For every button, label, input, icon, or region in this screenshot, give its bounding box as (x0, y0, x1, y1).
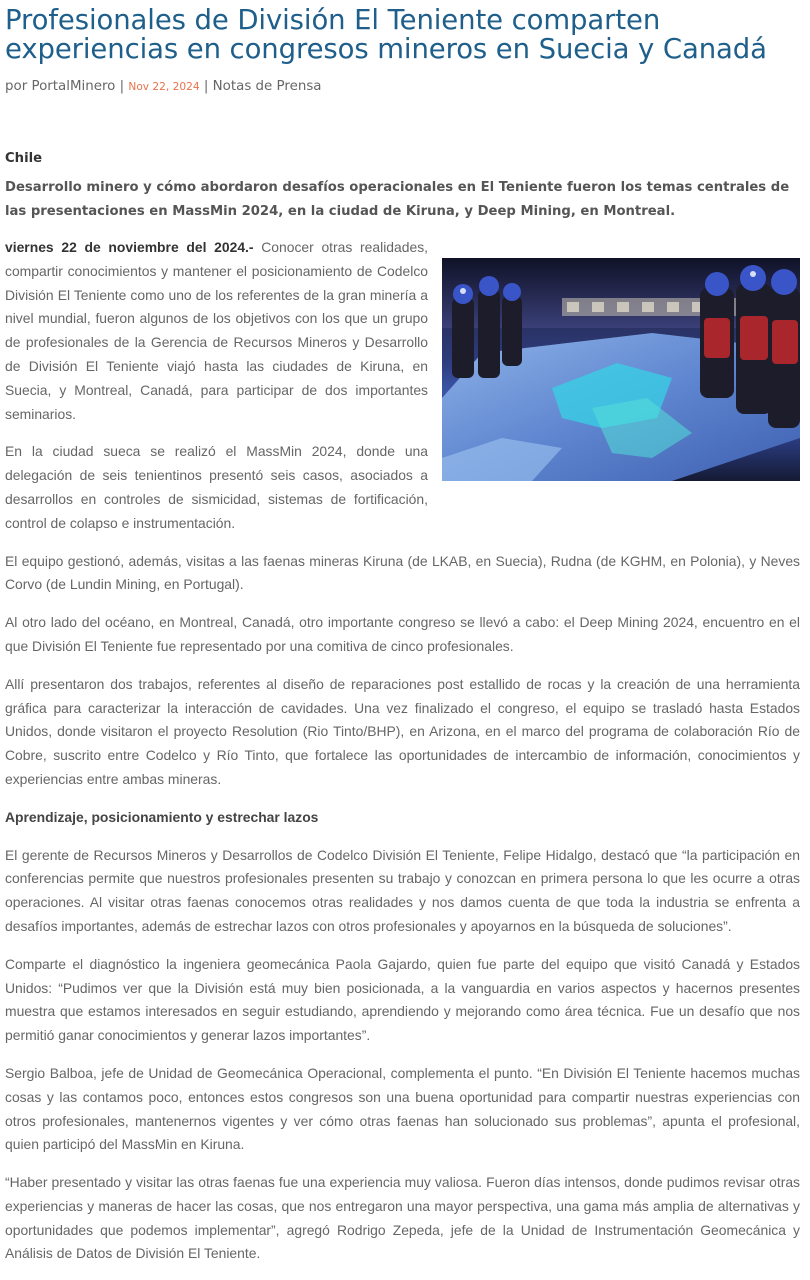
paragraph-1-text: Conocer otras realidades, compartir conocimientos y mantener el posicionamiento de Codelco División El Teniente como uno de los referentes de la gran minería a nivel mundial, fueron algunos de los objetivos con los que un grupo de profesionales de la Gerencia de Recursos Mineros y Desarrollo de División El Teniente viajó hasta las ciudades de Kiruna, en Suecia, y Montreal, Canadá, para participar de dos importantes seminarios. (5, 239, 429, 422)
paragraph-6: El gerente de Recursos Mineros y Desarrollos de Codelco División El Teniente, Felipe Hidalgo, destacó que “la participación en conferencias permite que nuestros profesionales presenten su trabajo y conozcan en primera persona lo que les ocurre a otras operaciones. Al visitar otras faenas conocemos otras realidades y nos damos cuenta de que toda la industria se enfrenta a desafíos importantes, además de estrechar lazos con otros profesionales y apoyarnos en la búsqueda de soluciones”. (5, 846, 800, 934)
article-photo (442, 258, 800, 481)
article-body (5, 236, 800, 1280)
author-prefix: por (5, 79, 28, 94)
paragraph-5: Allí presentaron dos trabajos, referentes al diseño de reparaciones post estallido de rocas y la creación de una herramienta gráfica para caracterizar la interacción de cavidades. Una vez finalizado el congreso, el equipo se trasladó hasta Estados Unidos, donde visitaron el proyecto Resolution (Rio Tinto/BHP), en Arizona, en el marco del programa de colaboración Río de Cobre, suscrito entre Codelco y Río Tinto, que fortalece las oportunidades de intercambio de información, conocimientos y experiencias entre ambas mineras. (5, 675, 800, 787)
paragraph-9: “Haber presentado y visitar las otras faenas fue una experiencia muy valiosa. Fueron días intensos, donde pudimos revisar otras experiencias y maneras de hacer las cosas, que nos entregaron una mayor perspectiva, una gama más amplia de alternativas y oportunidades que podemos implementar”, agregó Rodrigo Zepeda, jefe de la Unidad de Instrumentación Geomecánica y Análisis de Datos de División El Teniente. (5, 1174, 800, 1262)
paragraph-2: En la ciudad sueca se realizó el MassMin 2024, donde una delegación de seis tenientinos presentó seis casos, asociados a desarrollos en controles de sismicidad, sistemas de fortificación, control de colapso e instrumentación. (5, 443, 428, 531)
paragraph-4: Al otro lado del océano, en Montreal, Canadá, otro importante congreso se llevó a cabo: el Deep Mining 2024, encuentro en el que División El Teniente fue representado por una comitiva de cinco profesionales. (5, 614, 800, 654)
mine-model-photo (442, 258, 800, 481)
dateline: viernes 22 de noviembre del 2024.- (5, 239, 254, 255)
author-link[interactable]: PortalMinero (31, 79, 116, 94)
paragraph-8: Sergio Balboa, jefe de Unidad de Geomecánica Operacional, complementa el punto. “En División El Teniente hacemos muchas cosas y las contamos poco, entonces estos congresos son una buena oportunidad para compartir nuestras experiencias con otros profesionales, mantenernos vigentes y ver cómo otras faenas han solucionado sus problemas”, apunta el profesional, quien participó del MassMin en Kiruna. (5, 1064, 800, 1153)
meta-separator: | (203, 79, 209, 94)
category-link[interactable]: Notas de Prensa (212, 79, 322, 94)
article-lead: Desarrollo minero y cómo abordaron desafíos operacionales en El Teniente fueron los temas centrales de las presentaciones en MassMin 2024, en la ciudad de Kiruna, y Deep Mining, en Montreal. (5, 180, 790, 219)
country-label: Chile (5, 151, 43, 166)
publish-date: Nov 22, 2024 (128, 81, 200, 93)
meta-separator: | (119, 79, 125, 94)
article-title[interactable]: Profesionales de División El Teniente comparten experiencias en congresos mineros en Suecia y Canadá (5, 4, 767, 65)
article-meta (5, 79, 322, 94)
subheading: Aprendizaje, posicionamiento y estrechar lazos (5, 808, 319, 825)
paragraph-3: El equipo gestionó, además, visitas a las faenas mineras Kiruna (de LKAB, en Suecia), Rudna (de KGHM, en Polonia), y Neves Corvo (de Lundin Mining, en Portugal). (5, 552, 800, 593)
paragraph-7: Comparte el diagnóstico la ingeniera geomecánica Paola Gajardo, quien fue parte del equipo que visitó Canadá y Estados Unidos: “Pudimos ver que la División está muy bien posicionada, a la vanguardia en varios aspectos y hacernos presentes muestra que estamos interesados en seguir estudiando, aprendiendo y mejorando como área técnica. Fue un desafío que nos permitió ganar conocimientos y generar lazos importantes”. (5, 955, 800, 1044)
